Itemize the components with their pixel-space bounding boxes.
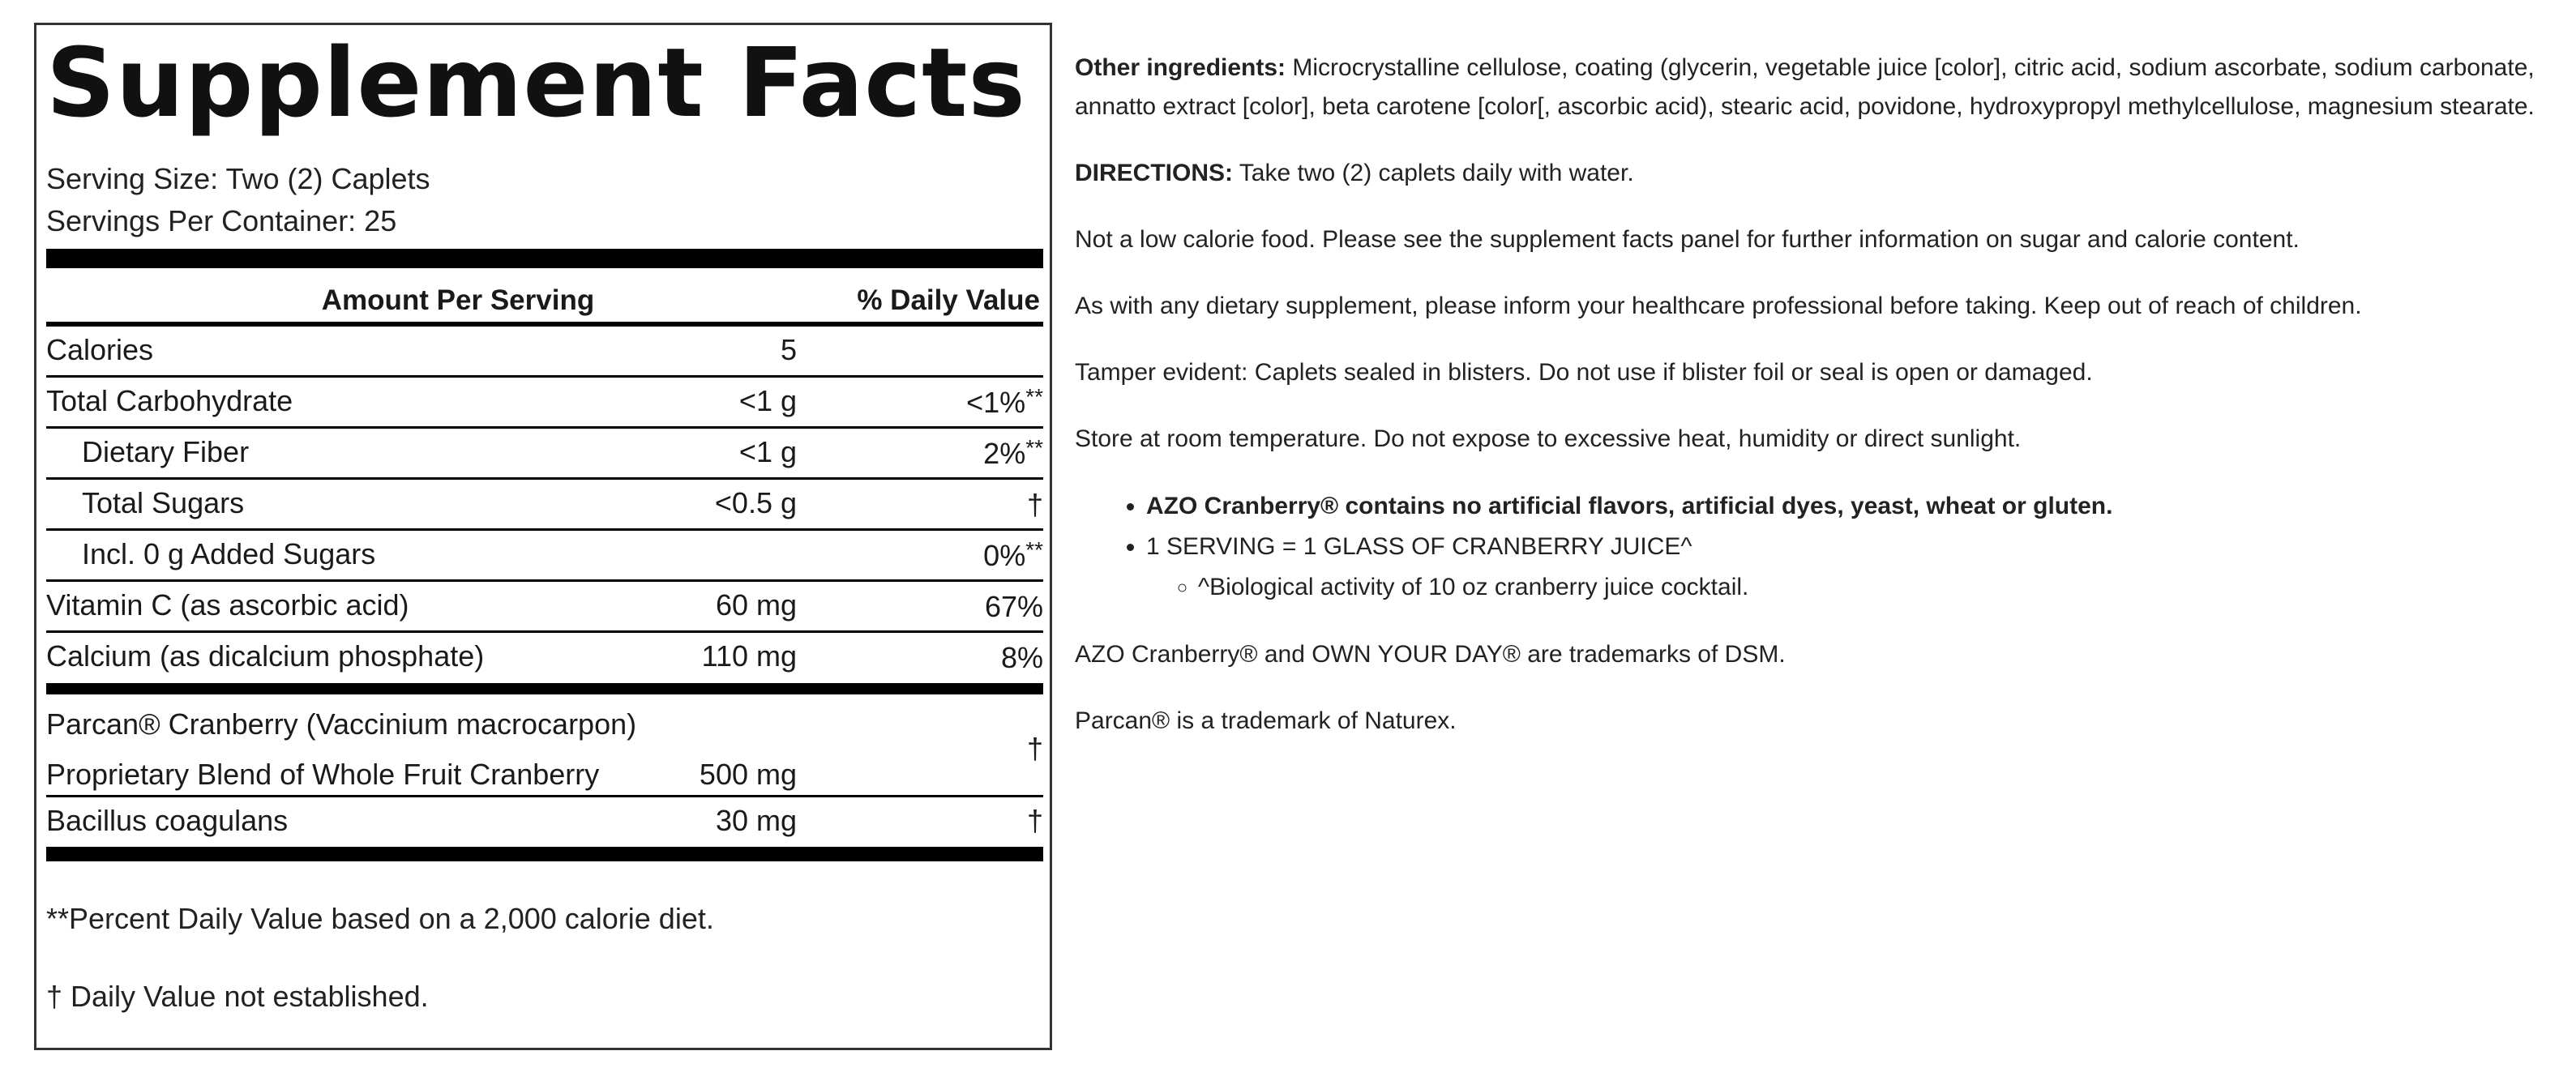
directions (1075, 154, 2566, 193)
directions-text: Take two (2) caplets daily with water. (1233, 160, 1634, 186)
nutrient-dv: 2%** (983, 435, 1043, 470)
nutrient-name: Vitamin C (as ascorbic acid) (46, 588, 409, 622)
supplement-facts-panel (34, 23, 1052, 1050)
header-daily-value: % Daily Value (857, 284, 1040, 316)
nutrient-row-dietary-fiber (46, 429, 1043, 480)
thick-divider (46, 683, 1043, 694)
header-amount-per-serving: Amount Per Serving (321, 284, 595, 316)
footnote-daily-value: **Percent Daily Value based on a 2,000 calorie diet. (46, 902, 714, 935)
list-item: ◦ ^Biological activity of 10 oz cranberry juice cocktail. (1198, 567, 2566, 608)
thick-divider (46, 847, 1043, 861)
product-info (1075, 49, 2566, 768)
nutrient-dv: <1%** (966, 384, 1043, 419)
nutrient-row-vitamin-c (46, 582, 1043, 633)
tamper-evident-note: Tamper evident: Caplets sealed in blisters. Do not use if blister foil or seal is open or damaged. (1075, 359, 2093, 386)
sub-list (1146, 567, 2566, 608)
nutrient-amount: 110 mg (701, 639, 797, 673)
nutrient-row-total-sugars (46, 480, 1043, 531)
nutrient-amount: 30 mg (715, 804, 797, 837)
nutrient-row-bacillus (46, 797, 1043, 846)
nutrient-row-added-sugars (46, 531, 1043, 582)
footnote-not-established: † Daily Value not established. (46, 980, 429, 1013)
blend-name-line1: Parcan® Cranberry (Vaccinium macrocarpon) (46, 707, 637, 741)
nutrient-dv: 0%** (983, 537, 1043, 572)
calorie-note: Not a low calorie food. Please see the supplement facts panel for further information on sugar and calorie content. (1075, 226, 2300, 253)
supplement-warning: As with any dietary supplement, please inform your healthcare professional before taking. Keep out of reach of children. (1075, 293, 2362, 319)
serving-size: Serving Size: Two (2) Caplets (46, 162, 430, 195)
other-ingredients-text: Microcrystalline cellulose, coating (glycerin, vegetable juice [color], citric acid, sodium ascorbate, sodium carbonate, annatto extract [color], beta carotene [color[, ascorbic acid), stearic acid, povidone, hydroxypropyl methylcellulose, magnesium stearate. (1075, 54, 2535, 120)
nutrient-amount: 60 mg (715, 588, 797, 622)
nutrient-amount: <1 g (738, 384, 797, 417)
nutrient-dv: 8% (1000, 641, 1043, 674)
blend-amount: 500 mg (699, 758, 797, 791)
nutrient-dv: † (1026, 488, 1043, 521)
other-ingredients-label: Other ingredients: (1075, 54, 1286, 81)
directions-label: DIRECTIONS: (1075, 160, 1233, 186)
nutrient-name: Calcium (as dicalcium phosphate) (46, 639, 485, 673)
list-item: • AZO Cranberry® contains no artificial flavors, artificial dyes, yeast, wheat or gluten. (1146, 486, 2566, 527)
feature-list (1075, 486, 2566, 608)
nutrient-name: Total Sugars (82, 486, 245, 519)
thick-divider (46, 249, 1043, 268)
nutrient-dv: 67% (984, 590, 1043, 623)
nutrient-name: Total Carbohydrate (46, 384, 293, 417)
other-ingredients (1075, 49, 2566, 126)
nutrient-row-total-carbohydrate (46, 378, 1043, 429)
nutrient-amount: <0.5 g (714, 486, 797, 519)
trademark-note-azo: AZO Cranberry® and OWN YOUR DAY® are trademarks of DSM. (1075, 641, 1786, 668)
list-item: • 1 SERVING = 1 GLASS OF CRANBERRY JUICE^ ◦ ^Biological activity of 10 oz cranberry juice cocktail. (1146, 527, 2566, 608)
nutrient-name: Incl. 0 g Added Sugars (82, 537, 376, 570)
blend-name-line2: Proprietary Blend of Whole Fruit Cranberry (46, 758, 600, 791)
facts-title: Supplement Facts (46, 27, 1026, 139)
nutrient-name: Bacillus coagulans (46, 804, 289, 837)
nutrient-amount: 5 (780, 333, 797, 366)
storage-note: Store at room temperature. Do not expose to excessive heat, humidity or direct sunlight. (1075, 425, 2022, 452)
nutrient-name: Dietary Fiber (82, 435, 250, 468)
blend-row (46, 694, 1043, 797)
trademark-note-parcan: Parcan® is a trademark of Naturex. (1075, 707, 1457, 734)
nutrient-row-calories (46, 327, 1043, 378)
nutrient-row-calcium (46, 633, 1043, 681)
nutrient-name: Calories (46, 333, 154, 366)
blend-dv: † (1026, 732, 1043, 765)
nutrient-amount: <1 g (738, 435, 797, 468)
servings-per-container: Servings Per Container: 25 (46, 204, 397, 237)
nutrient-dv: † (1026, 804, 1043, 837)
